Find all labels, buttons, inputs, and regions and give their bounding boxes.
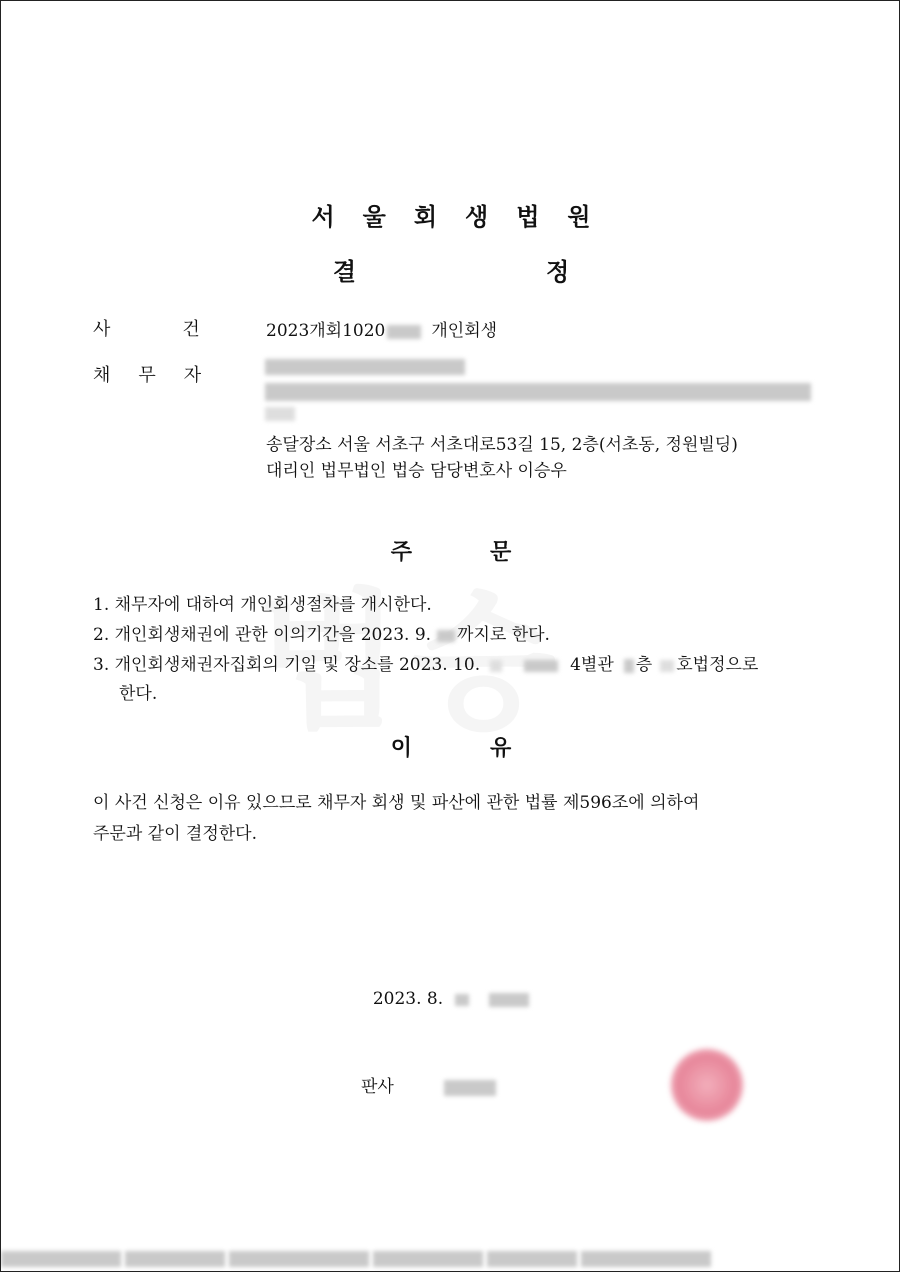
reason-heading: 이 유 <box>390 736 512 761</box>
reason-line-2: 주문과 같이 결정한다. <box>93 824 258 844</box>
order-heading: 주 문 <box>390 540 512 565</box>
order-item-2: 2. 개인회생채권에 관한 이의기간을 2023. 9. 까지로 한다. <box>93 625 550 645</box>
court-name: 서 울 회 생 법 원 <box>311 203 591 231</box>
court-seal-icon <box>671 1049 743 1121</box>
case-label: 사 건 <box>93 319 200 340</box>
redacted-day <box>437 630 455 642</box>
redacted-floor <box>624 659 634 673</box>
legal-agent: 대리인 법무법인 법승 담당변호사 이승우 <box>266 461 567 481</box>
order-item-3-cont: 한다. <box>119 684 158 704</box>
order-item-1: 1. 채무자에 대하여 개인회생절차를 개시한다. <box>93 595 432 615</box>
service-address: 송달장소 서울 서초구 서초대로53길 15, 2층(서초동, 정원빌딩) <box>266 435 738 455</box>
redacted-debtor-address-2 <box>265 407 295 421</box>
redacted-footer <box>1 1251 811 1269</box>
redacted-date <box>490 660 502 672</box>
document-title: 결 정 <box>332 258 570 286</box>
redacted-date-suffix <box>489 993 529 1007</box>
reason-line-1: 이 사건 신청은 이유 있으므로 채무자 회생 및 파산에 관한 법률 제596조에 의하여 <box>93 793 700 813</box>
redacted-judge-name <box>444 1080 496 1096</box>
case-number: 2023개회1020 개인회생 <box>266 321 498 341</box>
redacted-date-day <box>455 994 469 1006</box>
watermark <box>256 541 566 757</box>
redacted-case-digits <box>387 325 421 339</box>
order-item-3: 3. 개인회생채권자집회의 기일 및 장소를 2023. 10. 4별관 층 호법정으로 <box>93 655 759 675</box>
redacted-debtor-address <box>265 383 811 401</box>
decision-date: 2023. 8. <box>1 989 900 1009</box>
debtor-label: 채 무 자 <box>93 365 202 386</box>
redacted-room <box>660 660 674 672</box>
redacted-time <box>524 660 558 672</box>
redacted-debtor-name <box>265 359 465 375</box>
judge-line: 판사 <box>361 1072 496 1097</box>
